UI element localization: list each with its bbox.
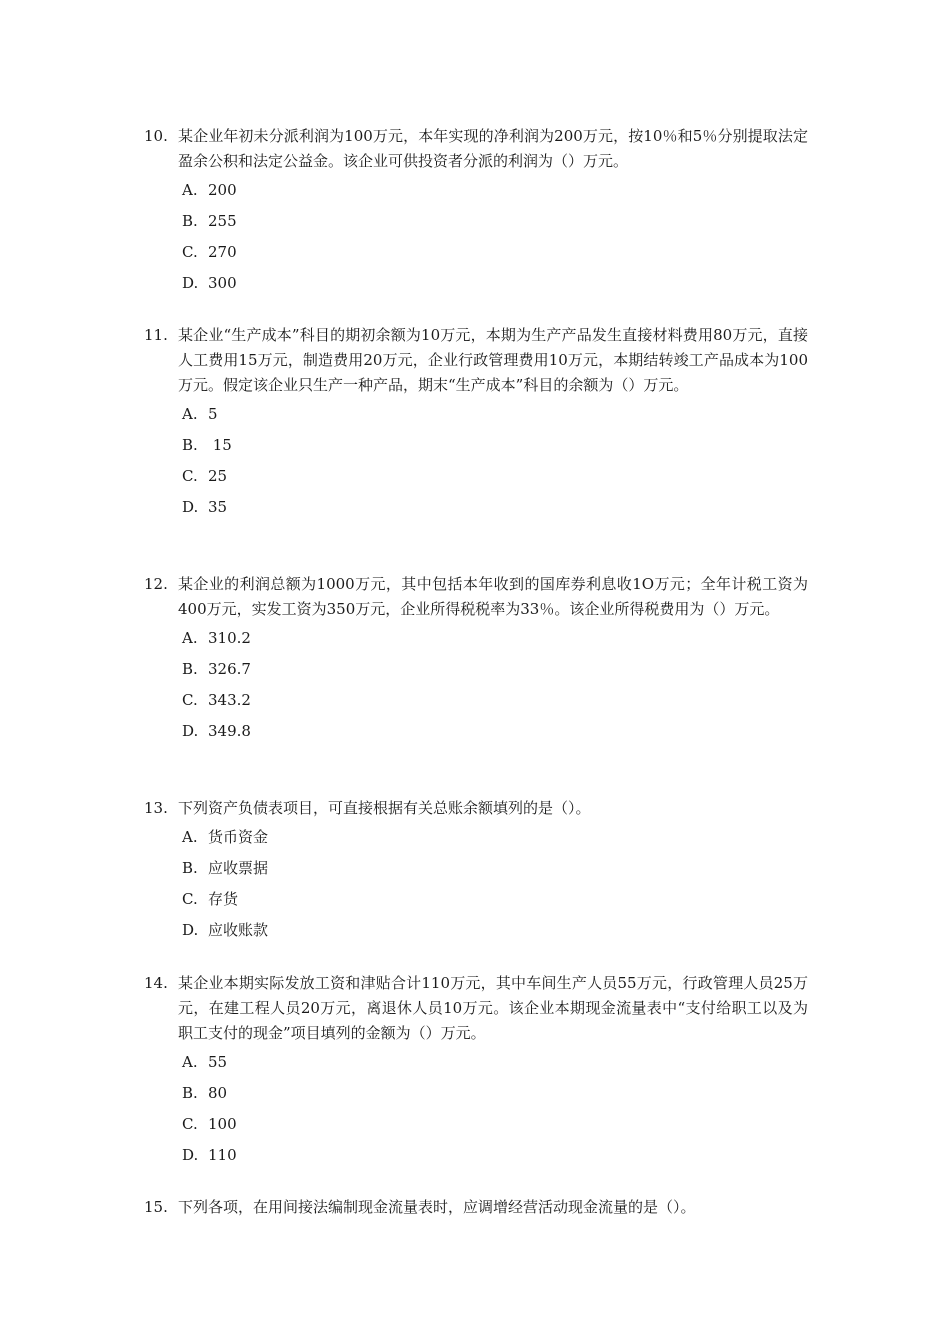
option-text: 343.2 — [208, 691, 251, 709]
option-letter: C. — [182, 890, 198, 908]
question-text: 某企业年初未分派利润为100万元，本年实现的净利润为200万元，按10％和5％分别提取法定盈余公积和法定公益金。该企业可供投资者分派的利润为（）万元。 — [178, 127, 808, 170]
question-number: 10. — [144, 127, 168, 145]
option-text: 310.2 — [208, 629, 251, 647]
option-c — [182, 690, 808, 721]
option-text: 255 — [208, 212, 237, 230]
question-number: 15. — [144, 1198, 168, 1216]
option-letter: A. — [182, 181, 198, 199]
option-d — [182, 721, 808, 752]
option-a — [182, 1052, 808, 1083]
option-letter: A. — [182, 828, 198, 846]
option-b — [182, 1083, 808, 1114]
option-letter: D. — [182, 722, 199, 740]
option-b — [182, 211, 808, 242]
option-text: 300 — [208, 274, 237, 292]
question-13 — [144, 796, 808, 951]
option-a — [182, 827, 808, 858]
option-text: 存货 — [208, 890, 239, 908]
option-text: 80 — [208, 1084, 228, 1102]
option-list — [144, 1052, 808, 1176]
question-15 — [144, 1195, 808, 1220]
option-letter: D. — [182, 1146, 199, 1164]
option-d — [182, 273, 808, 304]
option-letter: A. — [182, 1053, 198, 1071]
option-c — [182, 1114, 808, 1145]
option-b — [182, 659, 808, 690]
option-text: 5 — [208, 405, 218, 423]
question-text: 某企业的利润总额为1000万元，其中包括本年收到的国库券利息收1O万元；全年计税工资为400万元，实发工资为350万元，企业所得税税率为33％。该企业所得税费用为（）万元。 — [178, 575, 808, 618]
question-14 — [144, 971, 808, 1176]
question-text: 下列各项，在用间接法编制现金流量表时，应调增经营活动现金流量的是（）。 — [178, 1198, 696, 1216]
option-list — [144, 404, 808, 528]
option-text: 100 — [208, 1115, 237, 1133]
option-letter: C. — [182, 691, 198, 709]
option-c — [182, 242, 808, 273]
option-text: 35 — [208, 498, 228, 516]
option-list — [144, 827, 808, 951]
option-text: 应收账款 — [208, 921, 269, 939]
question-number: 12. — [144, 575, 168, 593]
option-letter: D. — [182, 498, 199, 516]
option-a — [182, 404, 808, 435]
question-10 — [144, 124, 808, 304]
option-letter: C. — [182, 1115, 198, 1133]
option-letter: D. — [182, 274, 199, 292]
option-b — [182, 435, 808, 466]
question-number: 14. — [144, 974, 168, 992]
option-text: 326.7 — [208, 660, 251, 678]
option-text: 200 — [208, 181, 237, 199]
option-list — [144, 180, 808, 304]
option-letter: B. — [182, 859, 198, 877]
option-b — [182, 858, 808, 889]
option-text: 应收票据 — [208, 859, 269, 877]
option-text: 25 — [208, 467, 228, 485]
option-text: 349.8 — [208, 722, 251, 740]
option-text: 110 — [208, 1146, 237, 1164]
question-text: 下列资产负债表项目，可直接根据有关总账余额填列的是（）。 — [178, 799, 591, 817]
option-letter: A. — [182, 629, 198, 647]
option-text: 270 — [208, 243, 237, 261]
question-text: 某企业本期实际发放工资和津贴合计110万元，其中车间生产人员55万元，行政管理人员25万元，在建工程人员20万元，离退休人员10万元。该企业本期现金流量表中“支付给职工以及为职工支付的现金”项目填列的金额为（）万元。 — [178, 974, 808, 1042]
option-letter: D. — [182, 921, 199, 939]
option-a — [182, 180, 808, 211]
option-d — [182, 1145, 808, 1176]
option-c — [182, 466, 808, 497]
option-text: 货币资金 — [208, 828, 269, 846]
question-text: 某企业“生产成本”科目的期初余额为10万元，本期为生产产品发生直接材料费用80万元，直接人工费用15万元，制造费用20万元，企业行政管理费用10万元，本期结转竣工产品成本为100万元。假定该企业只生产一种产品，期末“生产成本”科目的余额为（）万元。 — [178, 326, 808, 394]
question-number: 13. — [144, 799, 168, 817]
option-a — [182, 628, 808, 659]
option-letter: A. — [182, 405, 198, 423]
question-number: 11. — [144, 326, 168, 344]
option-d — [182, 920, 808, 951]
option-letter: B. — [182, 660, 198, 678]
option-letter: C. — [182, 467, 198, 485]
option-letter: C. — [182, 243, 198, 261]
option-list — [144, 628, 808, 752]
question-11 — [144, 323, 808, 528]
option-c — [182, 889, 808, 920]
option-text: 15 — [208, 436, 232, 454]
option-text: 55 — [208, 1053, 228, 1071]
option-d — [182, 497, 808, 528]
question-12 — [144, 572, 808, 752]
option-letter: B. — [182, 212, 198, 230]
option-letter: B. — [182, 436, 198, 454]
option-letter: B. — [182, 1084, 198, 1102]
